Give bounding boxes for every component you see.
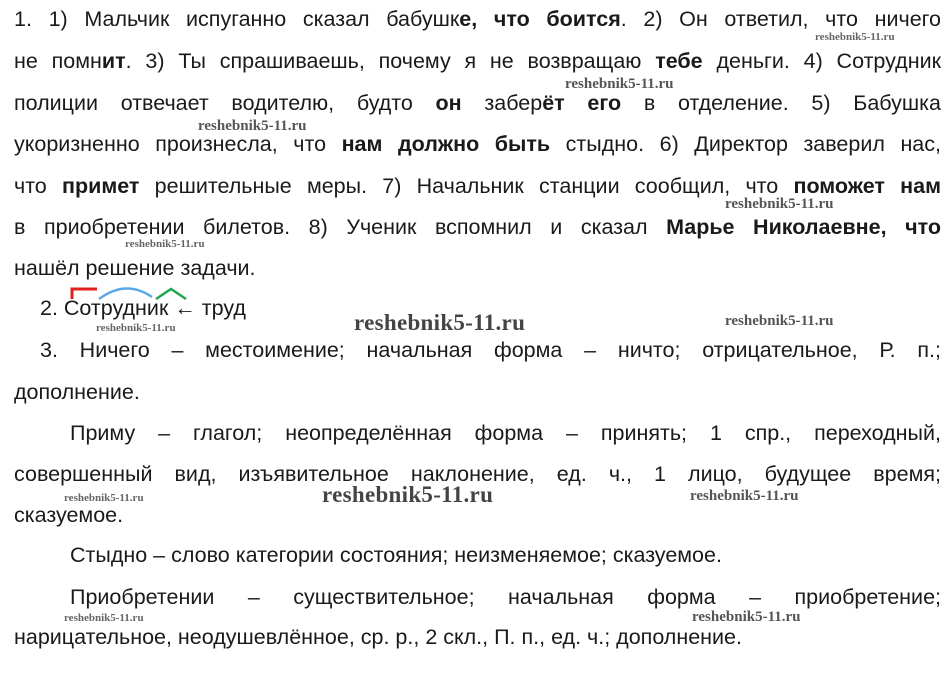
watermark: reshebnik5-11.ru	[815, 31, 895, 43]
analysis-line-1: 3. Ничего – местоимение; начальная форма – ничто; отрицательное, Р. п.;	[40, 338, 941, 362]
analysis-line-7: Приобретении – существительное; начальная форма – приобретение;	[70, 585, 941, 609]
watermark: reshebnik5-11.ru	[64, 492, 144, 504]
watermark: reshebnik5-11.ru	[725, 313, 834, 329]
word-formation-line: 2. Сотрудник ← труд	[40, 296, 246, 320]
watermark: reshebnik5-11.ru	[64, 612, 144, 624]
analysis-line-5: сказуемое.	[14, 503, 124, 527]
watermark: reshebnik5-11.ru	[198, 118, 307, 134]
text-line-6: в приобретении билетов. 8) Ученик вспомнил и сказал Марье Николаевне, что	[14, 215, 941, 239]
text-line-7: нашёл решение задачи.	[14, 256, 256, 280]
watermark: reshebnik5-11.ru	[96, 322, 176, 334]
watermark: reshebnik5-11.ru	[725, 196, 834, 212]
watermark: reshebnik5-11.ru	[690, 488, 799, 504]
analysis-line-6: Стыдно – слово категории состояния; неизменяемое; сказуемое.	[70, 543, 722, 567]
watermark: reshebnik5-11.ru	[692, 609, 801, 625]
watermark: reshebnik5-11.ru	[125, 238, 205, 250]
text-line-5: что примет решительные меры. 7) Начальник станции сообщил, что поможет нам	[14, 174, 941, 198]
text-line-1: 1. 1) Мальчик испуганно сказал бабушке, что боится. 2) Он ответил, что ничего	[14, 7, 941, 31]
analysis-line-2: дополнение.	[14, 380, 140, 404]
analysis-line-8: нарицательное, неодушевлённое, ср. р., 2 скл., П. п., ед. ч.; дополнение.	[14, 625, 742, 649]
analysis-line-3: Приму – глагол; неопределённая форма – принять; 1 спр., переходный,	[70, 421, 941, 445]
text-line-3: полиции отвечает водителю, будто он заберёт его в отделение. 5) Бабушка	[14, 91, 941, 115]
morpheme-word: Сотрудник	[63, 296, 169, 320]
analysis-line-4: совершенный вид, изъявительное наклонение, ед. ч., 1 лицо, будущее время;	[14, 462, 941, 486]
text-line-4: укоризненно произнесла, что нам должно быть стыдно. 6) Директор заверил нас,	[14, 132, 941, 156]
watermark: reshebnik5-11.ru	[354, 310, 526, 335]
watermark: reshebnik5-11.ru	[565, 76, 674, 92]
text-line-2: не помнит. 3) Ты спрашиваешь, почему я не возвращаю тебе деньги. 4) Сотрудник	[14, 49, 942, 73]
watermark: reshebnik5-11.ru	[322, 482, 494, 507]
